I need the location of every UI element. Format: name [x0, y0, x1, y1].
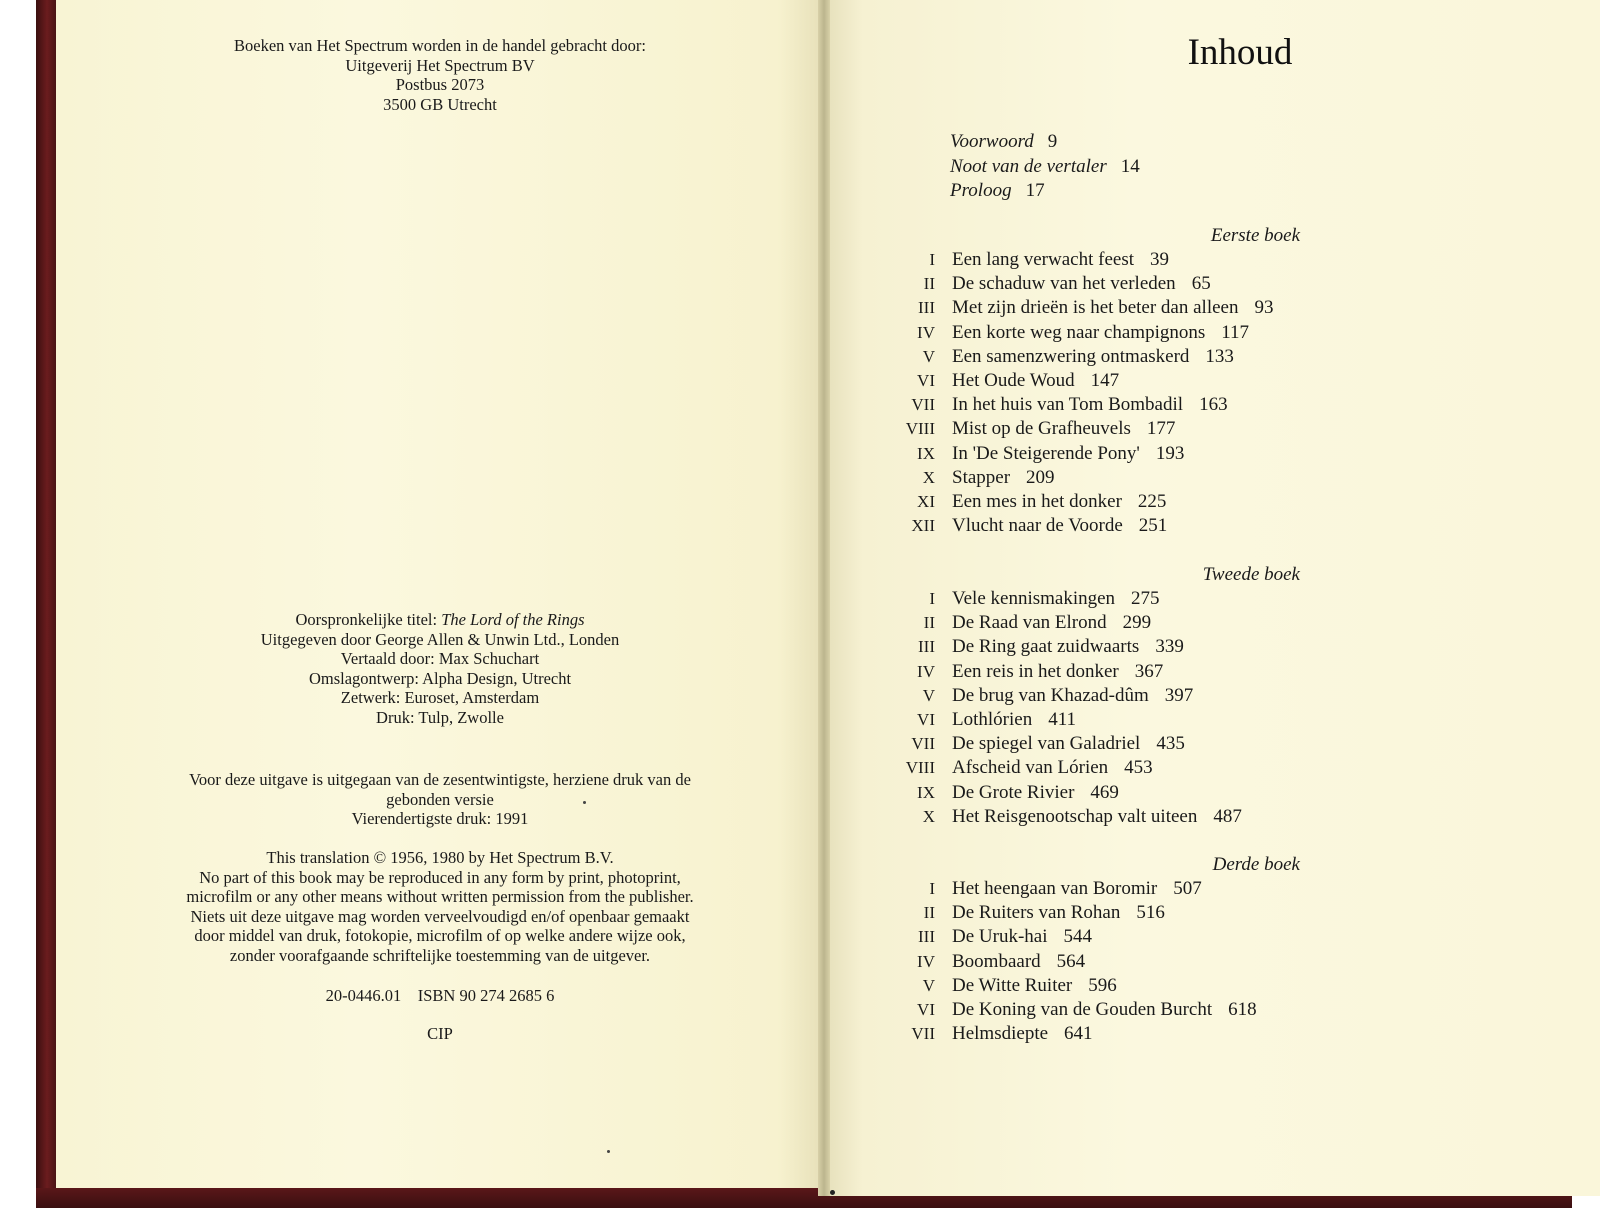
chapter-title: Het heengaan van Boromir	[952, 878, 1158, 899]
copyright-line: No part of this book may be reproduced in any form by print, photoprint,	[199, 867, 681, 887]
chapter-numeral: I	[929, 879, 935, 898]
book-heading: Tweede boek	[1202, 564, 1300, 585]
colophon-page	[56, 0, 824, 1188]
original-title-line	[56, 610, 824, 630]
chapter-numeral: V	[922, 346, 935, 366]
chapter-page-number: 163	[1199, 394, 1228, 416]
chapter-title: Afscheid van Lórien	[952, 757, 1109, 779]
chapter-entry	[880, 514, 1400, 538]
chapter-numeral: VIII	[905, 419, 935, 439]
chapter-title: In 'De Steigerende Pony'	[952, 442, 1140, 464]
copyright-line: microfilm or any other means without written permission from the publisher.	[186, 887, 694, 906]
chapter-title: Een mes in het donker	[952, 490, 1122, 512]
chapter-title: De Witte Ruiter	[952, 974, 1073, 996]
colophon-line: Uitgegeven door George Allen & Unwin Ltd., Londen	[260, 629, 620, 649]
chapter-title: Het Oude Woud	[952, 369, 1075, 391]
chapter-title-wrap	[952, 272, 1211, 296]
chapter-numeral: VII	[911, 1024, 935, 1044]
chapter-title-wrap	[952, 514, 1167, 538]
chapter-title-wrap	[952, 442, 1184, 466]
colophon-credits	[56, 610, 824, 727]
chapter-entry	[880, 321, 1400, 345]
chapter-title-wrap	[952, 466, 1055, 490]
colophon-line: Vertaald door: Max Schuchart	[340, 649, 540, 668]
chapter-entry	[880, 369, 1400, 393]
book-gutter	[818, 0, 830, 1196]
chapter-title: Vlucht naar de Voorde	[952, 515, 1123, 537]
chapter-entry	[880, 393, 1400, 417]
chapter-title: Een korte weg naar champignons	[952, 321, 1206, 343]
chapter-numeral: I	[929, 589, 935, 608]
chapter-page-number: 411	[1048, 708, 1076, 730]
chapter-title-wrap	[952, 684, 1193, 708]
chapter-page-number: 147	[1090, 369, 1120, 391]
chapter-numeral: II	[923, 903, 935, 923]
chapter-numeral: III	[918, 298, 935, 318]
chapter-title: Het Reisgenootschap valt uiteen	[952, 805, 1198, 827]
chapter-title: De Raad van Elrond	[952, 612, 1107, 634]
chapter-entry	[880, 442, 1400, 466]
chapter-page-number: 618	[1228, 998, 1257, 1020]
copyright-line: This translation © 1956, 1980 by Het Spectrum B.V.	[266, 848, 614, 867]
chapter-entry	[880, 611, 1400, 635]
original-title: The Lord of the Rings	[441, 610, 585, 629]
paper-speck	[583, 801, 586, 804]
edition-line: Voor deze uitgave is uitgegaan van de zesentwintigste, herziene druk van de	[189, 770, 691, 789]
chapter-numeral: II	[923, 613, 935, 633]
chapter-numeral: II	[923, 274, 935, 294]
chapter-entry	[880, 708, 1400, 732]
chapter-numeral: IX	[917, 782, 935, 802]
chapter-title-wrap	[952, 950, 1085, 974]
edition-note	[56, 770, 824, 829]
chapter-title: Mist op de Grafheuvels	[952, 418, 1131, 440]
chapter-title-wrap	[952, 490, 1166, 514]
chapter-numeral: VII	[911, 734, 935, 754]
colophon-line: Zetwerk: Euroset, Amsterdam	[340, 688, 540, 707]
chapter-list	[880, 587, 1400, 829]
chapter-title: Vele kennismakingen	[952, 588, 1116, 609]
chapter-entry	[880, 877, 1400, 901]
chapter-page-number: 117	[1221, 321, 1250, 343]
chapter-numeral: III	[918, 637, 935, 657]
chapter-page-number: 93	[1254, 297, 1274, 319]
chapter-title-wrap	[952, 345, 1234, 369]
book-heading: Eerste boek	[1210, 225, 1300, 246]
chapter-numeral: X	[922, 806, 935, 826]
chapter-entry	[880, 1022, 1400, 1046]
chapter-entry	[880, 781, 1400, 805]
original-title-label: Oorspronkelijke titel:	[295, 610, 442, 629]
chapter-entry	[880, 660, 1400, 684]
chapter-title-wrap	[952, 708, 1076, 732]
chapter-title-wrap	[952, 1022, 1093, 1046]
chapter-title-wrap	[952, 296, 1273, 320]
chapter-entry	[880, 490, 1400, 514]
chapter-title-wrap	[952, 635, 1184, 659]
front-matter-label: Noot van de vertaler	[950, 155, 1107, 177]
chapter-list	[880, 877, 1400, 1046]
chapter-entry	[880, 901, 1400, 925]
chapter-title: De brug van Khazad-dûm	[952, 684, 1149, 706]
cip-text: CIP	[427, 1024, 453, 1043]
chapter-page-number: 299	[1122, 612, 1152, 634]
chapter-page-number: 209	[1026, 466, 1055, 488]
publisher-line: Uitgeverij Het Spectrum BV	[345, 55, 535, 75]
chapter-list	[880, 248, 1400, 538]
copyright-line: door middel van druk, fotokopie, microfilm of op welke andere wijze ook,	[194, 926, 686, 945]
chapter-numeral: VI	[917, 370, 935, 390]
front-matter-entry	[950, 130, 1350, 155]
chapter-title: Een lang verwacht feest	[952, 249, 1134, 270]
chapter-entry	[880, 466, 1400, 490]
chapter-entry	[880, 998, 1400, 1022]
chapter-page-number: 177	[1146, 418, 1176, 440]
edition-line: Vierendertigste druk: 1991	[351, 809, 529, 828]
publisher-line: 3500 GB Utrecht	[383, 94, 497, 114]
chapter-numeral: X	[922, 467, 935, 487]
copyright-line: Niets uit deze uitgave mag worden verveelvoudigd en/of openbaar gemaakt	[190, 906, 690, 926]
chapter-numeral: VII	[911, 395, 935, 415]
chapter-title-wrap	[952, 660, 1163, 684]
cip-mark	[56, 1024, 824, 1044]
chapter-page-number: 397	[1164, 684, 1194, 706]
chapter-title-wrap	[952, 369, 1119, 393]
chapter-title: Lothlórien	[952, 708, 1033, 730]
chapter-entry	[880, 756, 1400, 780]
chapter-page-number: 339	[1155, 636, 1184, 658]
chapter-numeral: IV	[917, 322, 935, 342]
chapter-numeral: VI	[917, 709, 935, 729]
chapter-title-wrap	[952, 756, 1153, 780]
chapter-page-number: 544	[1063, 926, 1092, 948]
chapter-title-wrap	[952, 901, 1165, 925]
chapter-title-wrap	[952, 611, 1151, 635]
chapter-entry	[880, 272, 1400, 296]
chapter-title-wrap	[952, 417, 1175, 441]
chapter-page-number: 65	[1191, 273, 1211, 295]
chapter-title-wrap	[952, 248, 1169, 272]
chapter-title-wrap	[952, 974, 1117, 998]
chapter-page-number: 469	[1090, 781, 1119, 803]
chapter-title-wrap	[952, 393, 1228, 417]
chapter-page-number: 251	[1138, 515, 1168, 537]
chapter-entry	[880, 635, 1400, 659]
chapter-numeral: V	[922, 975, 935, 995]
chapter-title: Stapper	[952, 466, 1011, 488]
chapter-title: Een samenzwering ontmaskerd	[952, 345, 1190, 367]
publisher-line: Boeken van Het Spectrum worden in de handel gebracht door:	[234, 36, 646, 55]
paper-speck	[607, 1150, 610, 1153]
chapter-title-wrap	[952, 805, 1242, 829]
chapter-page-number: 507	[1173, 878, 1202, 899]
chapter-numeral: III	[918, 927, 935, 947]
cover-binding-edge	[36, 0, 56, 1208]
chapter-title: De Grote Rivier	[952, 781, 1075, 803]
chapter-title-wrap	[952, 587, 1160, 611]
chapter-numeral: XI	[917, 491, 935, 511]
chapter-title-wrap	[952, 781, 1119, 805]
chapter-page-number: 133	[1205, 345, 1234, 367]
chapter-title-wrap	[952, 732, 1185, 756]
front-matter-entry	[950, 179, 1350, 204]
chapter-page-number: 564	[1056, 950, 1086, 972]
chapter-title: De Uruk-hai	[952, 926, 1048, 948]
chapter-title-wrap	[952, 998, 1257, 1022]
front-matter-page: 9	[1047, 131, 1058, 152]
chapter-title: In het huis van Tom Bombadil	[952, 394, 1184, 416]
chapter-title-wrap	[952, 321, 1249, 345]
chapter-page-number: 596	[1088, 974, 1117, 996]
chapter-title: De spiegel van Galadriel	[952, 733, 1141, 755]
chapter-numeral: IV	[917, 951, 935, 971]
chapter-entry	[880, 732, 1400, 756]
chapter-page-number: 487	[1213, 805, 1242, 827]
publisher-line: Postbus 2073	[395, 75, 485, 94]
chapter-page-number: 39	[1150, 249, 1169, 270]
front-matter-page: 17	[1025, 180, 1045, 201]
chapter-title: Een reis in het donker	[952, 660, 1119, 682]
copyright-notice	[56, 848, 824, 965]
publisher-address	[56, 36, 824, 114]
chapter-page-number: 367	[1134, 660, 1164, 682]
edition-line: gebonden versie	[386, 789, 494, 809]
chapter-entry	[880, 950, 1400, 974]
chapter-numeral: I	[929, 250, 935, 269]
chapter-title: Met zijn drieën is het beter dan alleen	[952, 297, 1239, 319]
chapter-entry	[880, 684, 1400, 708]
chapter-numeral: XII	[911, 516, 935, 536]
front-matter-entry	[950, 155, 1350, 180]
chapter-page-number: 453	[1124, 757, 1153, 779]
colophon-line: Omslagontwerp: Alpha Design, Utrecht	[308, 668, 572, 688]
chapter-page-number: 275	[1131, 588, 1160, 609]
chapter-entry	[880, 805, 1400, 829]
chapter-title-wrap	[952, 925, 1092, 949]
colophon-line: Druk: Tulp, Zwolle	[376, 707, 504, 727]
chapter-entry	[880, 587, 1400, 611]
chapter-title: Boombaard	[952, 950, 1041, 972]
chapter-title: De Koning van de Gouden Burcht	[952, 998, 1213, 1020]
contents-title: Inhoud	[1187, 32, 1293, 73]
front-matter-label: Proloog	[950, 180, 1012, 201]
chapter-page-number: 435	[1156, 733, 1185, 755]
chapter-page-number: 193	[1155, 442, 1185, 464]
chapter-title-wrap	[952, 877, 1202, 901]
isbn-number	[56, 986, 824, 1006]
chapter-page-number: 516	[1136, 902, 1165, 924]
front-matter-page: 14	[1120, 155, 1140, 177]
chapter-page-number: 225	[1137, 490, 1167, 512]
chapter-entry	[880, 296, 1400, 320]
chapter-numeral: V	[922, 685, 935, 705]
chapter-entry	[880, 248, 1400, 272]
isbn-text: 20-0446.01 ISBN 90 274 2685 6	[325, 986, 555, 1005]
chapter-numeral: VI	[917, 999, 935, 1019]
paper-speck	[830, 1190, 835, 1195]
chapter-entry	[880, 925, 1400, 949]
copyright-line: zonder voorafgaande schriftelijke toestemming van de uitgever.	[229, 945, 651, 965]
chapter-title: De schaduw van het verleden	[952, 273, 1176, 295]
front-matter-label: Voorwoord	[950, 131, 1034, 152]
chapter-numeral: IV	[917, 661, 935, 681]
chapter-numeral: IX	[917, 443, 935, 463]
chapter-page-number: 641	[1064, 1023, 1093, 1045]
chapter-title: De Ring gaat zuidwaarts	[952, 636, 1140, 658]
book-heading: Derde boek	[1212, 854, 1300, 875]
front-matter-list	[950, 130, 1350, 204]
chapter-entry	[880, 417, 1400, 441]
chapter-title: Helmsdiepte	[952, 1023, 1049, 1045]
chapter-entry	[880, 345, 1400, 369]
chapter-numeral: VIII	[905, 758, 935, 778]
chapter-entry	[880, 974, 1400, 998]
chapter-title: De Ruiters van Rohan	[952, 902, 1121, 924]
